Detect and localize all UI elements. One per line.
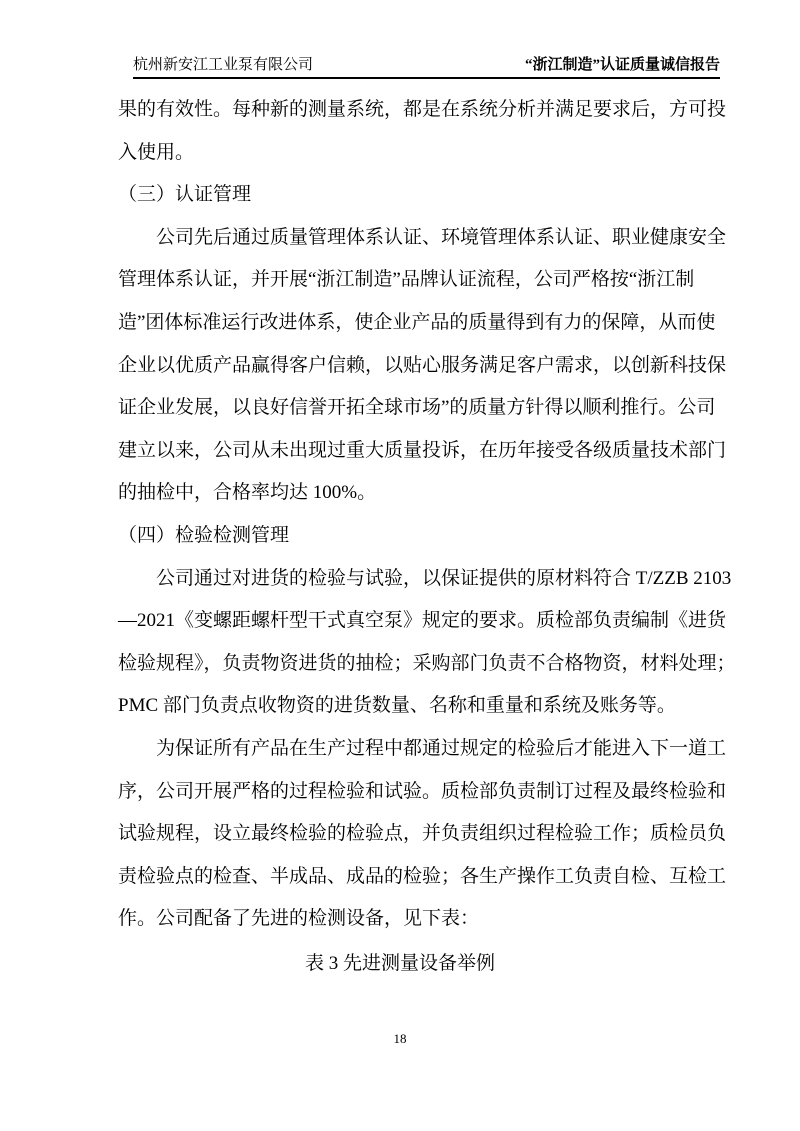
body-line: 公司先后通过质量管理体系认证、环境管理体系认证、职业健康安全 <box>156 226 727 248</box>
paragraph-process-inspection <box>118 728 727 941</box>
body-line: 造”团体标准运行改进体系，使企业产品的质量得到有力的保障，从而使 <box>118 311 716 333</box>
body-line: 序，公司开展严格的过程检验和试验。质检部负责制订过程及最终检验和 <box>118 780 727 802</box>
header-company-name: 杭州新安江工业泵有限公司 <box>133 57 314 73</box>
paragraph-certification <box>118 217 727 515</box>
body-line: 公司通过对进货的检验与试验，以保证提供的原材料符合 T/ZZB 2103 <box>156 567 732 589</box>
body-line: 证企业发展，以良好信誉开拓全球市场”的质量方针得以顺利推行。公司 <box>118 397 716 419</box>
body-line: 管理体系认证，并开展“浙江制造”品牌认证流程，公司严格按“浙江制 <box>118 269 695 291</box>
page-footer <box>0 1031 800 1047</box>
document-body <box>118 89 736 985</box>
header-report-title: “浙江制造”认证质量诚信报告 <box>524 57 720 73</box>
table-caption: 表 3 先进测量设备举例 <box>304 952 495 974</box>
paragraph-incoming-inspection <box>118 558 736 728</box>
body-line: 的抽检中，合格率均达 100%。 <box>118 482 377 504</box>
body-line: 建立以来，公司从未出现过重大质量投诉，在历年接受各级质量技术部门 <box>118 439 727 461</box>
section-heading-4: （四）检验检测管理 <box>118 524 290 546</box>
body-line: 作。公司配备了先进的检测设备，见下表： <box>118 908 480 930</box>
body-line: 试验规程，设立最终检验的检验点，并负责组织过程检验工作；质检员负 <box>118 823 727 845</box>
page-header <box>133 57 720 79</box>
body-line: PMC 部门负责点收物资的进货数量、名称和重量和系统及账务等。 <box>118 695 676 717</box>
body-line: 检验规程》，负责物资进货的抽检；采购部门负责不合格物资，材料处理； <box>118 652 736 674</box>
body-line: —2021《变螺距螺杆型干式真空泵》规定的要求。质检部负责编制《进货 <box>118 610 727 632</box>
section-heading-3: （三）认证管理 <box>118 184 252 206</box>
page-number: 18 <box>393 1031 407 1046</box>
body-line: 责检验点的检查、半成品、成品的检验；各生产操作工负责自检、互检工 <box>118 865 727 887</box>
body-line: 果的有效性。每种新的测量系统，都是在系统分析并满足要求后，方可投 <box>118 99 727 120</box>
body-line: 入使用。 <box>118 141 195 163</box>
body-line: 为保证所有产品在生产过程中都通过规定的检验后才能进入下一道工 <box>156 737 727 759</box>
body-line: 企业以优质产品赢得客户信赖，以贴心服务满足客户需求，以创新科技保 <box>118 354 727 376</box>
paragraph-intro <box>118 89 727 174</box>
